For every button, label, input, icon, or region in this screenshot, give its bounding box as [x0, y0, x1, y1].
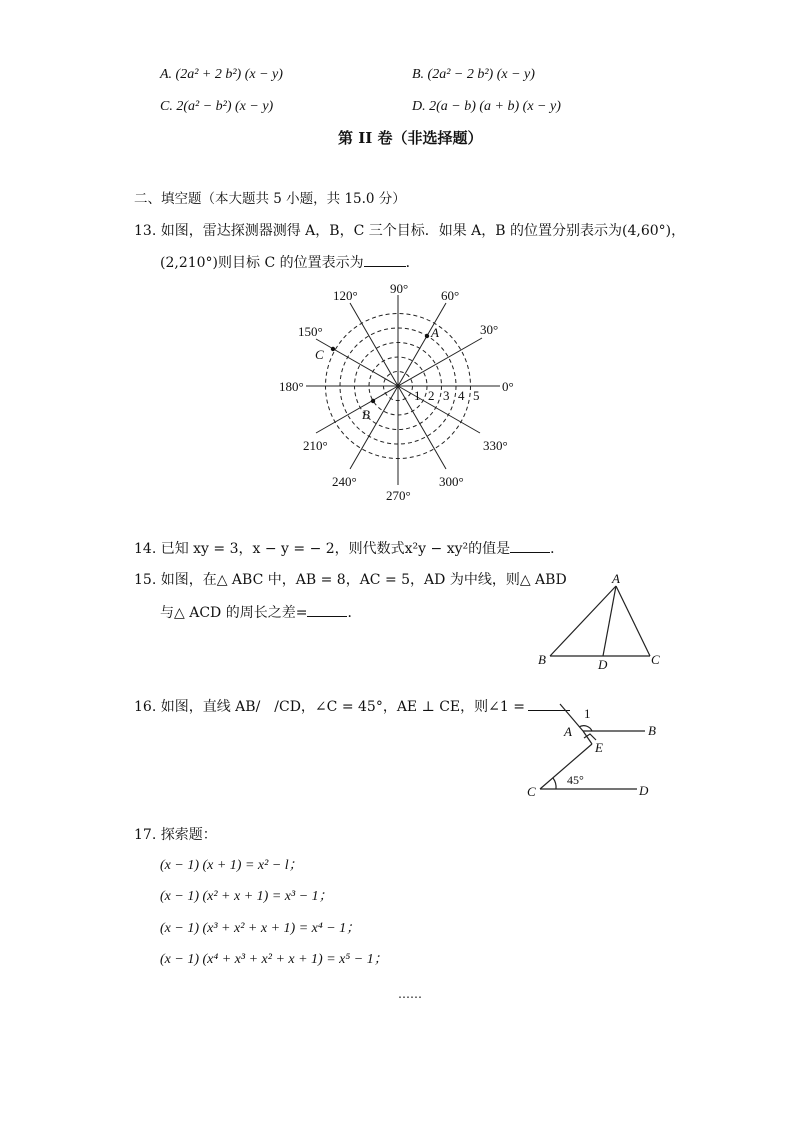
point-a-label: A — [431, 325, 439, 340]
point-b — [371, 399, 375, 403]
label-angle-1: 1 — [584, 706, 591, 721]
angle-label-30: 30° — [480, 322, 499, 337]
q16 — [134, 700, 570, 714]
side-ab — [550, 586, 616, 656]
q14 — [134, 542, 564, 556]
angle-label-0: 0° — [502, 379, 514, 394]
segment-ec — [540, 744, 592, 789]
label-45-degree: 45° — [567, 773, 584, 787]
angle-label-270: 270° — [386, 488, 411, 503]
option-c: C. 2(a² − b²) (x − y) — [160, 99, 274, 114]
tri-label-a: A — [612, 571, 620, 586]
radar-figure — [270, 278, 530, 510]
angle-label-210: 210° — [303, 438, 328, 453]
median-ad — [603, 586, 616, 656]
point-a — [425, 334, 429, 338]
option-b: B. (2a² − 2 b²) (x − y) — [412, 67, 535, 82]
label-e: E — [595, 740, 603, 755]
option-d: D. 2(a − b) (a + b) (x − y) — [412, 99, 561, 114]
angle-45-arc — [553, 778, 556, 789]
angle-label-240: 240° — [332, 474, 357, 489]
angle-label-90: 90° — [390, 281, 409, 296]
label-c: C — [527, 784, 536, 799]
point-b-label: B — [362, 407, 370, 422]
parallel-lines-figure — [520, 695, 670, 805]
ray-330 — [398, 386, 480, 433]
label-a: A — [564, 724, 572, 739]
option-a: A. (2a² + 2 b²) (x − y) — [160, 67, 283, 82]
q16-text: 16. 如图，直线 AB/ /CD，∠C = 45°，AE ⊥ CE，则∠1 = — [134, 699, 525, 715]
section-heading: 二、填空题（本大题共 5 小题，共 15.0 分） — [134, 191, 406, 207]
triangle-lines — [550, 586, 650, 656]
tri-label-d: D — [598, 657, 608, 672]
label-d: D — [639, 783, 649, 798]
angle-label-330: 330° — [483, 438, 508, 453]
tri-label-c: C — [651, 652, 660, 667]
point-c — [331, 347, 335, 351]
q13-end: ． — [405, 255, 420, 271]
ray-210 — [316, 386, 398, 433]
angle-label-60: 60° — [441, 288, 460, 303]
q13-line2-text: (2,210°)则目标 C 的位置表示为 — [160, 255, 364, 271]
radius-label-5: 5 — [473, 388, 480, 403]
q15-line2-text: 与△ ACD 的周长之差= — [160, 605, 308, 621]
triangle-figure — [530, 565, 670, 675]
ray-150 — [316, 339, 398, 386]
angle-label-120: 120° — [333, 288, 358, 303]
point-c-label: C — [315, 347, 324, 362]
q17-line-2: (x − 1) (x² + x + 1) = x³ − 1； — [160, 889, 333, 904]
ray-30 — [398, 338, 482, 386]
parallel-labels — [527, 706, 656, 799]
label-b: B — [648, 723, 656, 738]
q14-end: ． — [550, 541, 565, 557]
q15-answer-blank — [307, 616, 347, 617]
q17-line-4: (x − 1) (x⁴ + x³ + x² + x + 1) = x⁵ − 1； — [160, 952, 388, 967]
q13-line2 — [160, 256, 420, 270]
radius-label-3: 3 — [443, 388, 450, 403]
triangle-labels — [538, 571, 660, 672]
q17-line-3: (x − 1) (x³ + x² + x + 1) = x⁴ − 1； — [160, 921, 361, 936]
q15-line2 — [160, 606, 361, 620]
radar-rays — [306, 295, 500, 485]
q13-line1: 13. 如图，雷达探测器测得 A，B，C 三个目标．如果 A，B 的位置分别表示为(4,60°)， — [134, 223, 686, 239]
angle-label-300: 300° — [439, 474, 464, 489]
radius-label-4: 4 — [458, 388, 465, 403]
angle-label-180: 180° — [279, 379, 304, 394]
q15-line1: 15. 如图，在△ ABC 中，AB = 8，AC = 5，AD 为中线，则△ ABD — [134, 572, 567, 588]
q17-line-1: (x − 1) (x + 1) = x² − l； — [160, 858, 303, 873]
radius-label-1: 1 — [414, 388, 421, 403]
side-ac — [616, 586, 650, 656]
q14-answer-blank — [510, 552, 550, 553]
angle-label-150: 150° — [298, 324, 323, 339]
tri-label-b: B — [538, 652, 546, 667]
part2-title: 第 II 卷（非选择题） — [338, 129, 483, 147]
q14-text: 14. 已知 xy = 3，x − y = − 2，则代数式x²y − xy²的值是 — [134, 541, 511, 557]
q17-title: 17. 探索题： — [134, 827, 217, 843]
radius-label-2: 2 — [428, 388, 435, 403]
parallel-lines — [540, 704, 645, 789]
q15-end: ． — [347, 605, 362, 621]
q17-ellipsis: …… — [398, 987, 422, 1001]
q13-answer-blank — [364, 266, 406, 267]
